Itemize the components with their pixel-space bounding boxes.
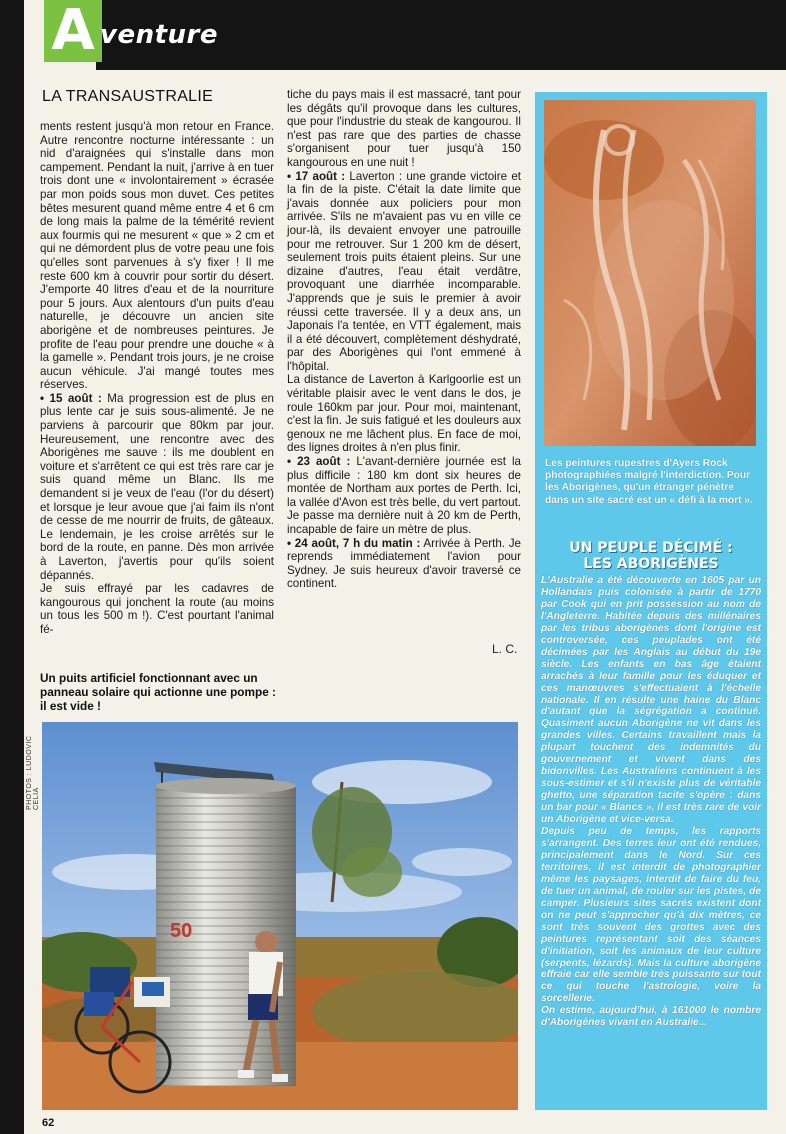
diary-text: Arrivée à Perth. Je reprends immédiatement l'avion pour Sydney. Je suis heureux d'avoir traversé ce continent. — [287, 536, 522, 591]
sidebar-title — [540, 540, 762, 572]
photo-caption: Un puits artificiel fonctionnant avec un panneau solaire qui actionne une pompe : il est vide ! — [40, 671, 276, 713]
well-photo — [42, 722, 518, 1110]
article-paragraph: La distance de Laverton à Karlgoorlie est un véritable plaisir avec le vent dans le dos, je roule 160km par jour. Pour moi, maintenant, c'est la fin. Je suis fatigué et les douleurs aux genoux ne me lâchent plus. En face de moi, des lignes droites à n'en plus finir. — [287, 373, 521, 455]
sidebar-paragraph: On estime, aujourd'hui, à 161000 le nombre d'Aborigènes vivant en Australie... — [541, 1005, 761, 1029]
tank-graffiti: 50 — [170, 920, 193, 942]
sidebar-title-line: LES ABORIGÈNES — [583, 556, 719, 572]
diary-date: • 17 août : — [287, 169, 346, 183]
rubric-tab-letter: A — [44, 0, 102, 62]
sidebar-paragraph: L'Australie a été découverte en 1605 par un Hollandais puis colonisée à partir de 1770 par Cook qui en prit possession au nom de l'Angleterre. Habitée depuis des millénaires par les tribus aborigènes dont l'origine est controversée, ces peuplades ont été décimées par les Anglais au début du 19e siècle. Les enfants en bas âge étaient arrachés à leur famille pour les éduquer et ces manœuvres s'effectuaient à l'échelle nationale. Il en résulte une haine du Blanc d'autant que la ségrégation a continué. Quasiment aucun Aborigène ne vit dans les grandes villes. Certains travaillent mais la plupart touchent des indemnités du gouvernement et vivent dans des bidonvilles. Les Australiens continuent à les sous-estimer et s'il n'existe plus de véritable ghetto, une séparation tacite s'opère : dans un bar pour « Blancs », il est très rare de voir un Aborigène et vice-versa. — [541, 575, 761, 826]
article-column-1 — [40, 120, 274, 637]
diary-entry — [287, 537, 521, 591]
well-photo-image — [42, 722, 518, 1110]
sidebar-paragraph: Depuis peu de temps, les rapports s'arrangent. Des terres leur ont été rendues, principalement dans le Nord. Sur ces territoires, il est interdit de photographier même les paysages, interdit de faire du feu, de tuer un animal, de rouler sur les pistes, de camper. Plusieurs sites sacrés existent dont on ne peut s'approcher qu'à dix mètres, ce sont très souvent des grottes avec des peintures représentant soit des séances d'initiation, soit les animaux de leur culture (serpents, lézards). Mais la culture aborigène effraie car elle semble très puissante sur tout ce qui touche l'astrologie, voire la sorcellerie. — [541, 826, 761, 1005]
diary-date: • 24 août, 7 h du matin : — [287, 536, 421, 550]
sidebar-title-line: UN PEUPLE DÉCIMÉ : — [569, 540, 733, 556]
rubric-word: venture — [100, 20, 218, 50]
rock-painting-photo — [544, 100, 756, 446]
diary-date: • 23 août : — [287, 455, 351, 469]
diary-entry — [287, 455, 521, 537]
diary-date: • 15 août : — [40, 391, 102, 405]
rock-painting-image — [544, 100, 756, 446]
article-column-2 — [287, 88, 521, 591]
article-paragraph: ments restent jusqu'à mon retour en France. Autre rencontre nocturne intéressante : un nid d'araignées qui s'installe dans mon campement. Pendant la nuit, j'arrive à en tuer trois dont une « involontairement » écrasée par mon poids sous mon duvet. Ces petites bêtes mesurent quand même entre 4 et 6 cm de long mais la palme de la témérité revient aux fourmis qui ne mesurent « que » 2 cm et qui ne démordent plus de votre peau une fois qu'elles sont parvenues à s'y fixer ! Il me reste 600 km à couvrir pour sortir du désert. J'emporte 40 litres d'eau et de la nourriture pour 5 jours. Aux alentours d'un puits d'eau naturelle, je découvre un ancien site aborigène et de nombreuses peintures. Je profite de l'eau pour prendre une douche « à la gamelle ». Pendant trois jours, je ne croise aucun véhicule. J'ai mangé toutes mes réserves. — [40, 120, 274, 392]
article-paragraph: Je suis effrayé par les cadavres de kangourous qui jonchent la route (au moins un tous les 500 m !). C'est pourtant l'animal fé- — [40, 582, 274, 636]
photo-credit: PHOTOS : LUDOVIC CELIA — [26, 735, 40, 810]
page-number: 62 — [42, 1117, 55, 1129]
diary-entry — [287, 170, 521, 374]
sidebar-text — [541, 575, 761, 1029]
rock-photo-caption: Les peintures rupestres d'Ayers Rock photographiées malgré l'interdiction. Pour les Aborigènes, qu'un étranger pénètre dans un site sacré est un « défi à la mort ». — [545, 458, 753, 506]
diary-text: Ma progression est de plus en plus lente car je suis sous-alimenté. Je ne parviens à parcourir que 80km par jour. Heureusement, une rencontre avec des Aborigènes me sauve : ils me doublent en voiture et s'arrêtent ce qui est très rare car je suis quand même un Blanc. Ils me demandent si je veux de l'eau (l'or du désert) et lorsque je leur avoue que j'ai faim ils n'ont de cesse de me nourrir de fruits, de gâteaux. Le lendemain, je les croise arrêtés sur le bord de la route, en panne. Dès mon arrivée à Laverton, j'avertis pour qu'ils soient dépannés. — [40, 391, 275, 582]
diary-entry — [40, 392, 274, 582]
author-signature: L. C. — [492, 642, 518, 656]
article-title: LA TRANSAUSTRALIE — [42, 88, 214, 105]
article-paragraph: tiche du pays mais il est massacré, tant pour les dégâts qu'il provoque dans les cultures, que pour l'industrie du steak de kangourou. Il n'est pas rare que des parties de chasse s'organisent pour tuer jusqu'à 150 kangourous en une nuit ! — [287, 88, 521, 169]
diary-text: L'avant-dernière journée est la plus difficile : 180 km dont six heures de montée de Northam aux portes de Perth. Ici, la vallée d'Avon est très belle, du vert partout. Je passe ma dernière nuit à 20 km de Perth, incapable de faire un mètre de plus. — [287, 455, 522, 536]
diary-text: Laverton : une grande victoire et la fin de la piste. C'était la date limite que j'avais donnée aux policiers pour mon arrivée. S'ils ne m'avaient pas vu en ville ce jour-là, ils devaient envoyer une patrouille pour me retrouver. Sur 1 200 km de désert, seulement trois puits étaient pleins. Sur une dizaine d'autres, l'eau était verdâtre, provoquant une diarrhée incomparable. J'apprends que je suis le premier à avoir réussi cette traversée. Il y a deux ans, un Japonais l'a tentée, en VTT également, mais il a été découvert, complètement déshydraté, par des Aborigènes qui l'ont emmené à l'hôpital. — [287, 169, 521, 373]
